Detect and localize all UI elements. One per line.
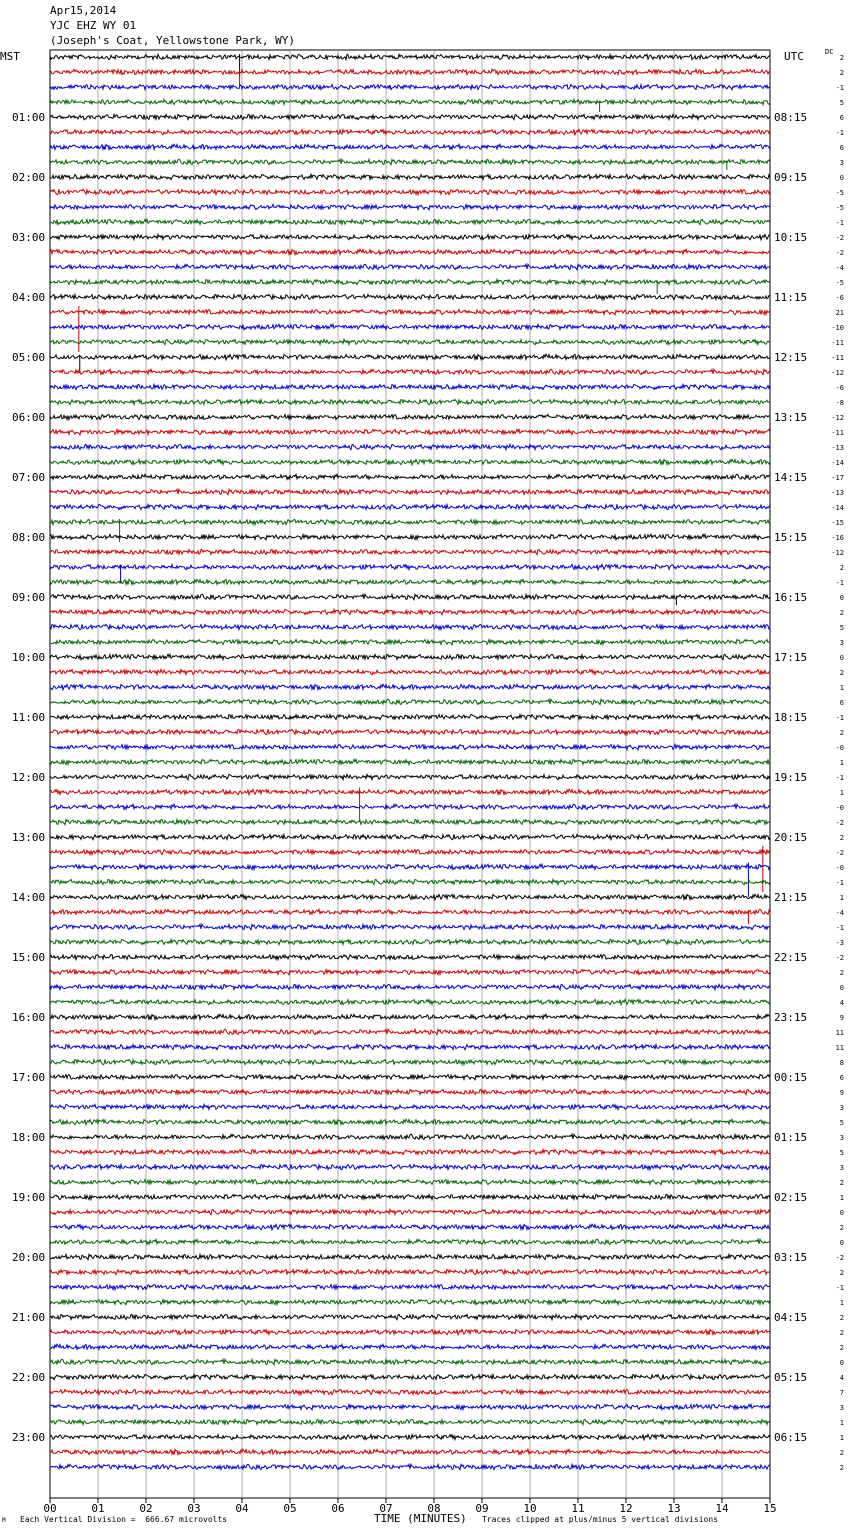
dc-offset-label: -14 xyxy=(831,459,844,467)
left-hour-label: 03:00 xyxy=(12,231,46,244)
x-tick-label: 14 xyxy=(715,1502,729,1515)
right-hour-label: 08:15 xyxy=(774,111,808,124)
dc-offset-label: 9 xyxy=(839,1014,844,1022)
right-hour-label: 13:15 xyxy=(774,411,808,424)
dc-offset-label: 1 xyxy=(839,789,844,797)
x-tick-label: 05 xyxy=(283,1502,297,1515)
left-hour-label: 09:00 xyxy=(12,591,46,604)
dc-offset-label: -17 xyxy=(831,474,844,482)
dc-offset-label: -11 xyxy=(831,354,844,362)
station-site: (Joseph's Coat, Yellowstone Park, WY) xyxy=(50,34,296,47)
dc-offset-label: 2 xyxy=(839,1314,844,1322)
plot-date: Apr15,2014 xyxy=(50,4,117,17)
dc-offset-label: -1 xyxy=(835,84,844,92)
dc-offset-label: -10 xyxy=(831,324,844,332)
dc-offset-label: -4 xyxy=(835,909,844,917)
dc-offset-label: -1 xyxy=(835,579,844,587)
x-tick-label: 07 xyxy=(379,1502,393,1515)
left-hour-label: 10:00 xyxy=(12,651,46,664)
dc-offset-label: 2 xyxy=(839,54,844,62)
left-hour-label: 18:00 xyxy=(12,1131,46,1144)
dc-offset-label: -2 xyxy=(835,1254,844,1262)
x-tick-label: 13 xyxy=(667,1502,681,1515)
left-hour-label: 19:00 xyxy=(12,1191,46,1204)
x-tick-label: 10 xyxy=(523,1502,537,1515)
right-hour-label: 12:15 xyxy=(774,351,808,364)
left-hour-label: 01:00 xyxy=(12,111,46,124)
dc-offset-label: 2 xyxy=(839,564,844,572)
right-hour-label: 20:15 xyxy=(774,831,808,844)
dc-offset-label: 21 xyxy=(835,309,844,317)
dc-offset-label: -0 xyxy=(835,804,844,812)
dc-offset-label: 1 xyxy=(839,1419,844,1427)
dc-offset-label: -16 xyxy=(831,534,844,542)
dc-offset-label: 3 xyxy=(839,1164,844,1172)
dc-offset-label: 6 xyxy=(839,144,844,152)
left-hour-label: 04:00 xyxy=(12,291,46,304)
dc-offset-label: 0 xyxy=(839,174,844,182)
right-hour-label: 05:15 xyxy=(774,1371,808,1384)
dc-offset-label: -15 xyxy=(831,519,844,527)
x-tick-label: 06 xyxy=(331,1502,345,1515)
dc-offset-label: 2 xyxy=(839,669,844,677)
dc-offset-label: -3 xyxy=(835,939,844,947)
dc-offset-label: 3 xyxy=(839,1134,844,1142)
dc-offset-label: -5 xyxy=(835,279,844,287)
left-hour-label: 23:00 xyxy=(12,1431,46,1444)
left-hour-label: 05:00 xyxy=(12,351,46,364)
dc-offset-label: 1 xyxy=(839,1434,844,1442)
dc-offset-label: -14 xyxy=(831,504,844,512)
dc-offset-label: 2 xyxy=(839,1449,844,1457)
dc-offset-label: 4 xyxy=(839,999,844,1007)
right-hour-label: 11:15 xyxy=(774,291,808,304)
logo-mark: M xyxy=(2,1517,6,1524)
dc-offset-label: 2 xyxy=(839,969,844,977)
left-hour-label: 22:00 xyxy=(12,1371,46,1384)
dc-offset-label: 4 xyxy=(839,1374,844,1382)
dc-offset-label: -1 xyxy=(835,879,844,887)
x-tick-label: 11 xyxy=(571,1502,585,1515)
dc-offset-label: -1 xyxy=(835,924,844,932)
left-hour-label: 15:00 xyxy=(12,951,46,964)
x-tick-label: 02 xyxy=(139,1502,153,1515)
dc-offset-label: 7 xyxy=(839,1389,844,1397)
left-hour-label: 20:00 xyxy=(12,1251,46,1264)
right-hour-label: 01:15 xyxy=(774,1131,808,1144)
left-hour-label: 11:00 xyxy=(12,711,46,724)
dc-offset-label: 6 xyxy=(839,1074,844,1082)
dc-offset-label: 0 xyxy=(839,1239,844,1247)
dc-offset-label: 1 xyxy=(839,894,844,902)
dc-offset-label: -12 xyxy=(831,369,844,377)
dc-offset-label: -11 xyxy=(831,339,844,347)
dc-offset-label: -6 xyxy=(835,384,844,392)
dc-offset-label: 2 xyxy=(839,1269,844,1277)
dc-offset-label: 5 xyxy=(839,99,844,107)
dc-offset-label: -4 xyxy=(835,264,844,272)
right-hour-label: 00:15 xyxy=(774,1071,808,1084)
dc-offset-label: 1 xyxy=(839,759,844,767)
dc-offset-label: 1 xyxy=(839,1299,844,1307)
dc-offset-label: -5 xyxy=(835,189,844,197)
dc-offset-label: -5 xyxy=(835,204,844,212)
dc-offset-label: 2 xyxy=(839,729,844,737)
x-axis-label: TIME (MINUTES) xyxy=(374,1512,467,1525)
right-hour-label: 16:15 xyxy=(774,591,808,604)
dc-offset-label: 3 xyxy=(839,1104,844,1112)
dc-offset-label: 5 xyxy=(839,624,844,632)
dc-offset-label: -2 xyxy=(835,819,844,827)
right-hour-label: 09:15 xyxy=(774,171,808,184)
right-hour-label: 02:15 xyxy=(774,1191,808,1204)
dc-offset-label: -1 xyxy=(835,219,844,227)
right-hour-label: 14:15 xyxy=(774,471,808,484)
right-hour-label: 03:15 xyxy=(774,1251,808,1264)
x-tick-label: 03 xyxy=(187,1502,201,1515)
dc-offset-label: 3 xyxy=(839,639,844,647)
left-hour-label: 13:00 xyxy=(12,831,46,844)
dc-offset-header: DC xyxy=(825,48,834,56)
dc-offset-label: -2 xyxy=(835,249,844,257)
dc-offset-label: 2 xyxy=(839,834,844,842)
dc-offset-label: -12 xyxy=(831,549,844,557)
dc-offset-label: 2 xyxy=(839,1329,844,1337)
left-hour-label: 08:00 xyxy=(12,531,46,544)
dc-offset-label: 0 xyxy=(839,654,844,662)
dc-offset-label: -1 xyxy=(835,774,844,782)
x-tick-label: 15 xyxy=(763,1502,777,1515)
dc-offset-label: -12 xyxy=(831,414,844,422)
right-hour-label: 23:15 xyxy=(774,1011,808,1024)
dc-offset-label: 11 xyxy=(835,1044,844,1052)
dc-offset-label: -8 xyxy=(835,399,844,407)
dc-offset-label: -2 xyxy=(835,954,844,962)
dc-offset-label: 3 xyxy=(839,1404,844,1412)
dc-offset-label: 0 xyxy=(839,984,844,992)
left-hour-label: 02:00 xyxy=(12,171,46,184)
dc-offset-label: -13 xyxy=(831,489,844,497)
right-hour-label: 04:15 xyxy=(774,1311,808,1324)
dc-offset-label: -11 xyxy=(831,429,844,437)
dc-offset-label: 2 xyxy=(839,609,844,617)
dc-offset-label: -1 xyxy=(835,1284,844,1292)
dc-offset-label: 2 xyxy=(839,1344,844,1352)
dc-offset-label: -1 xyxy=(835,714,844,722)
x-tick-label: 08 xyxy=(427,1502,441,1515)
right-hour-label: 21:15 xyxy=(774,891,808,904)
dc-offset-label: 5 xyxy=(839,1149,844,1157)
dc-offset-label: 9 xyxy=(839,1089,844,1097)
dc-offset-label: -2 xyxy=(835,849,844,857)
dc-offset-label: 1 xyxy=(839,1194,844,1202)
dc-offset-label: 8 xyxy=(839,1059,844,1067)
dc-offset-label: 2 xyxy=(839,1464,844,1472)
left-hour-label: 06:00 xyxy=(12,411,46,424)
x-tick-label: 00 xyxy=(43,1502,57,1515)
left-hour-label: 12:00 xyxy=(12,771,46,784)
left-timezone-label: MST xyxy=(0,50,20,63)
right-hour-label: 06:15 xyxy=(774,1431,808,1444)
right-hour-label: 17:15 xyxy=(774,651,808,664)
dc-offset-label: -2 xyxy=(835,234,844,242)
right-timezone-label: UTC xyxy=(784,50,804,63)
dc-offset-label: -6 xyxy=(835,294,844,302)
dc-offset-label: 11 xyxy=(835,1029,844,1037)
dc-offset-label: 6 xyxy=(839,699,844,707)
dc-offset-label: -0 xyxy=(835,864,844,872)
dc-offset-label: -1 xyxy=(835,129,844,137)
right-hour-label: 18:15 xyxy=(774,711,808,724)
dc-offset-label: 5 xyxy=(839,1119,844,1127)
dc-offset-label: 0 xyxy=(839,1209,844,1217)
vertical-scale-note: Each Vertical Division = 666.67 microvolts xyxy=(20,1515,228,1524)
left-hour-label: 14:00 xyxy=(12,891,46,904)
right-hour-label: 19:15 xyxy=(774,771,808,784)
station-channel: YJC EHZ WY 01 xyxy=(50,19,137,32)
left-hour-label: 07:00 xyxy=(12,471,46,484)
x-tick-label: 01 xyxy=(91,1502,105,1515)
left-hour-label: 17:00 xyxy=(12,1071,46,1084)
x-tick-label: 04 xyxy=(235,1502,249,1515)
dc-offset-label: 3 xyxy=(839,159,844,167)
dc-offset-label: -13 xyxy=(831,444,844,452)
left-hour-label: 16:00 xyxy=(12,1011,46,1024)
right-hour-label: 10:15 xyxy=(774,231,808,244)
x-tick-label: 12 xyxy=(619,1502,633,1515)
dc-offset-label: 2 xyxy=(839,1224,844,1232)
dc-offset-label: 2 xyxy=(839,1179,844,1187)
dc-offset-label: 6 xyxy=(839,114,844,122)
clip-note: Traces clipped at plus/minus 5 vertical divisions xyxy=(482,1515,719,1524)
dc-offset-label: 0 xyxy=(839,594,844,602)
dc-offset-label: 2 xyxy=(839,69,844,77)
right-hour-label: 15:15 xyxy=(774,531,808,544)
dc-offset-label: 0 xyxy=(839,1359,844,1367)
right-hour-label: 22:15 xyxy=(774,951,808,964)
x-tick-label: 09 xyxy=(475,1502,489,1515)
dc-offset-label: 1 xyxy=(839,684,844,692)
left-hour-label: 21:00 xyxy=(12,1311,46,1324)
dc-offset-label: -0 xyxy=(835,744,844,752)
